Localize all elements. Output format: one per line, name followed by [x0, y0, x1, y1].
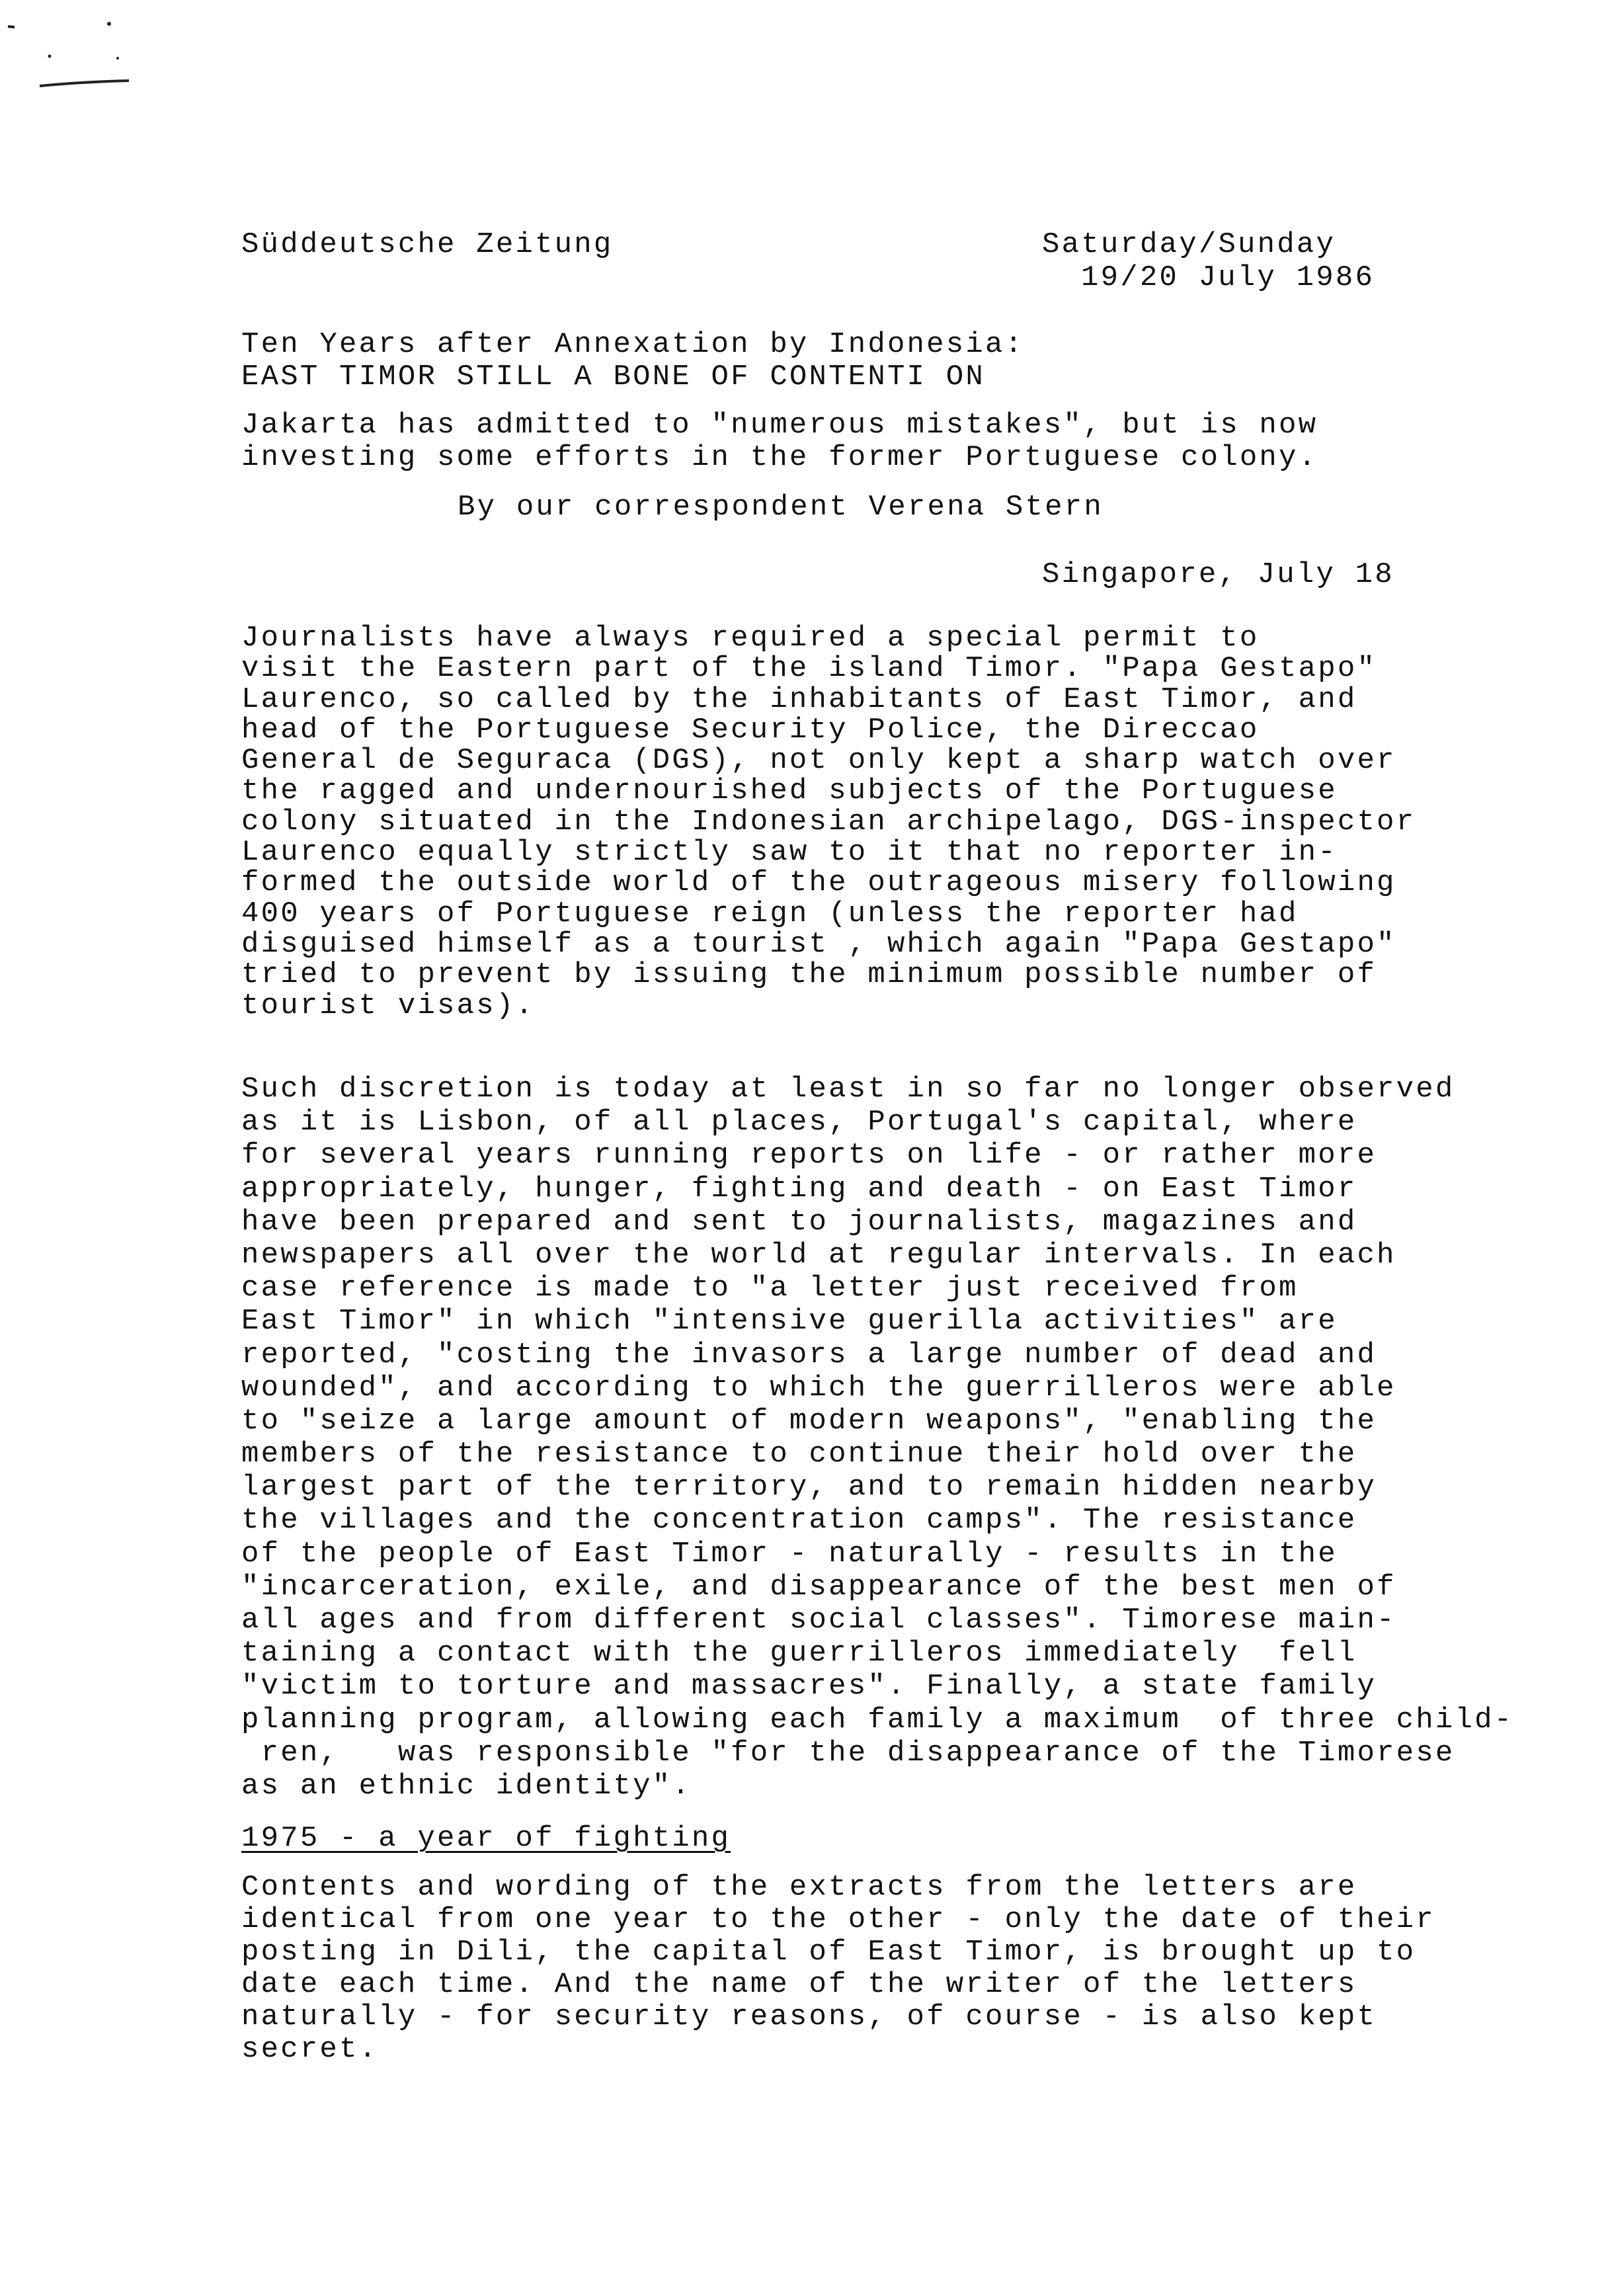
- text-line: "victim to torture and massacres". Finally, a state family: [241, 1670, 1377, 1703]
- text-line: taining a contact with the guerrilleros immediately fell: [241, 1637, 1357, 1670]
- text-line: East Timor" in which "intensive guerilla activities" are: [241, 1305, 1338, 1338]
- text-line: Contents and wording of the extracts from the letters are: [241, 1871, 1357, 1904]
- newspaper-name: Süddeutsche Zeitung: [241, 228, 614, 261]
- text-line: tourist visas).: [241, 989, 536, 1022]
- text-line: the villages and the concentration camps". The resistance: [241, 1504, 1357, 1538]
- text-line: Laurenco equally strictly saw to it that no reporter in-: [241, 836, 1338, 870]
- article-title-line-1: Ten Years after Annexation by Indonesia:: [241, 328, 1025, 361]
- paragraph-1: [241, 623, 1416, 1021]
- issue-date: 19/20 July 1986: [1081, 261, 1375, 294]
- text-line: date each time. And the name of the writer of the letters: [241, 1968, 1357, 2001]
- text-line: posting in Dili, the capital of East Timor, is brought up to: [241, 1936, 1416, 1969]
- text-line: "incarceration, exile, and disappearance of the best men of: [241, 1570, 1396, 1604]
- byline: By our correspondent Verena Stern: [458, 491, 1104, 524]
- text-line: reported, "costing the invasors a large number of dead and: [241, 1338, 1377, 1372]
- text-line: largest part of the territory, and to remain hidden nearby: [241, 1471, 1377, 1504]
- text-line: for several years running reports on life - or rather more: [241, 1139, 1377, 1172]
- text-line: newspapers all over the world at regular intervals. In each: [241, 1238, 1396, 1272]
- text-line: Laurenco, so called by the inhabitants of East Timor, and: [241, 682, 1357, 716]
- subtitle-line-1: Jakarta has admitted to "numerous mistakes", but is now: [241, 409, 1318, 442]
- text-line: planning program, allowing each family a maximum of three child-: [241, 1703, 1514, 1737]
- text-line: visit the Eastern part of the island Timor. "Papa Gestapo": [241, 652, 1377, 686]
- text-line: appropriately, hunger, fighting and death - on East Timor: [241, 1172, 1357, 1206]
- text-line: ren, was responsible "for the disappearance of the Timorese: [241, 1736, 1455, 1770]
- text-line: disguised himself as a tourist , which again "Papa Gestapo": [241, 927, 1396, 961]
- text-line: Journalists have always required a special permit to: [241, 622, 1260, 655]
- text-line: identical from one year to the other - only the date of their: [241, 1903, 1435, 1936]
- text-line: of the people of East Timor - naturally - results in the: [241, 1537, 1338, 1571]
- text-line: have been prepared and sent to journalists, magazines and: [241, 1205, 1357, 1239]
- text-line: tried to prevent by issuing the minimum possible number of: [241, 958, 1377, 992]
- text-line: members of the resistance to continue their hold over the: [241, 1438, 1357, 1471]
- text-line: case reference is made to "a letter just received from: [241, 1272, 1299, 1305]
- paragraph-2: [241, 1073, 1513, 1803]
- text-line: 400 years of Portuguese reign (unless the reporter had: [241, 897, 1299, 930]
- text-line: as it is Lisbon, of all places, Portugal's capital, where: [241, 1106, 1357, 1139]
- pen-marks: [0, 0, 145, 106]
- text-line: naturally - for security reasons, of course - is also kept: [241, 2000, 1377, 2033]
- text-line: General de Seguraca (DGS), not only kept a sharp watch over: [241, 744, 1396, 778]
- text-line: head of the Portuguese Security Police, the Direccao: [241, 713, 1260, 747]
- text-line: formed the outside world of the outrageous misery following: [241, 866, 1396, 900]
- subtitle-line-2: investing some efforts in the former Portuguese colony.: [241, 441, 1318, 474]
- text-line: wounded", and according to which the guerrilleros were able: [241, 1371, 1396, 1405]
- text-line: secret.: [241, 2033, 379, 2066]
- text-line: the ragged and undernourished subjects of the Portuguese: [241, 774, 1338, 808]
- dateline: Singapore, July 18: [1042, 558, 1394, 591]
- issue-day: Saturday/Sunday: [1042, 228, 1336, 261]
- paragraph-3: [241, 1871, 1435, 2066]
- text-line: all ages and from different social classes". Timorese main-: [241, 1604, 1396, 1637]
- text-line: Such discretion is today at least in so far no longer observed: [241, 1073, 1455, 1106]
- article-title-line-2: EAST TIMOR STILL A BONE OF CONTENTI ON: [241, 360, 985, 393]
- text-line: colony situated in the Indonesian archipelago, DGS-inspector: [241, 805, 1416, 839]
- section-heading: 1975 - a year of fighting: [241, 1822, 731, 1855]
- text-line: as an ethnic identity".: [241, 1769, 692, 1803]
- text-line: to "seize a large amount of modern weapons", "enabling the: [241, 1404, 1377, 1438]
